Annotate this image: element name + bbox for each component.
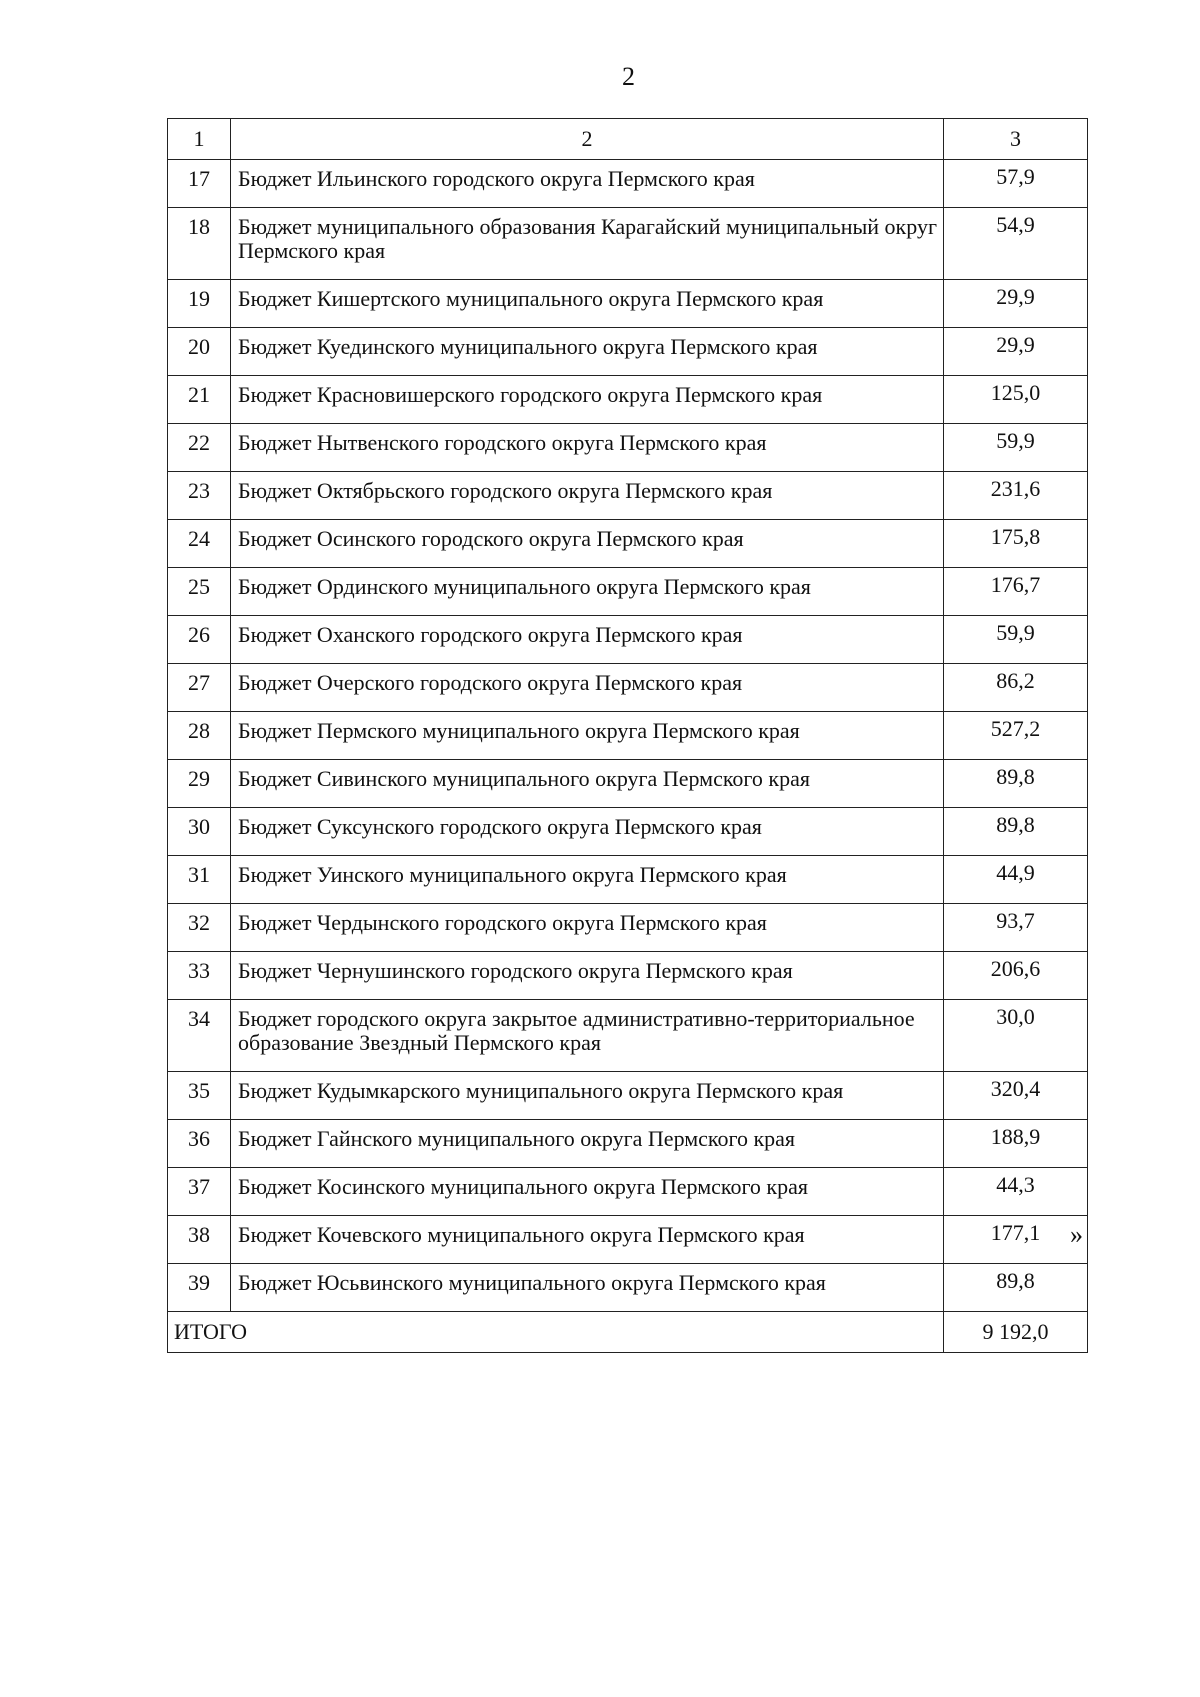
row-amount: 54,9 xyxy=(944,208,1088,280)
row-budget-name: Бюджет Косинского муниципального округа Пермского края xyxy=(231,1168,944,1216)
header-cell-number: 1 xyxy=(168,119,231,160)
row-number: 29 xyxy=(168,760,231,808)
row-number: 28 xyxy=(168,712,231,760)
row-budget-name: Бюджет городского округа закрытое административно-территориальное образование Звездный Пермского края xyxy=(231,1000,944,1072)
row-number: 36 xyxy=(168,1120,231,1168)
row-budget-name: Бюджет Гайнского муниципального округа Пермского края xyxy=(231,1120,944,1168)
row-budget-name: Бюджет Пермского муниципального округа Пермского края xyxy=(231,712,944,760)
row-budget-name: Бюджет Куединского муниципального округа Пермского края xyxy=(231,328,944,376)
table-row xyxy=(168,160,1088,208)
table-row xyxy=(168,328,1088,376)
header-cell-value: 3 xyxy=(944,119,1088,160)
row-budget-name: Бюджет муниципального образования Карагайский муниципальный округ Пермского края xyxy=(231,208,944,280)
table-row xyxy=(168,1072,1088,1120)
row-number: 21 xyxy=(168,376,231,424)
closing-quote-mark: » xyxy=(1070,1220,1083,1249)
row-number: 35 xyxy=(168,1072,231,1120)
budget-allocation-table xyxy=(167,118,1088,1353)
row-number: 33 xyxy=(168,952,231,1000)
row-budget-name: Бюджет Очерского городского округа Пермского края xyxy=(231,664,944,712)
table-row xyxy=(168,808,1088,856)
row-amount: 59,9 xyxy=(944,616,1088,664)
row-number: 18 xyxy=(168,208,231,280)
table-row xyxy=(168,1000,1088,1072)
table-row xyxy=(168,904,1088,952)
row-number: 27 xyxy=(168,664,231,712)
table-row xyxy=(168,376,1088,424)
table-row xyxy=(168,712,1088,760)
table-row xyxy=(168,568,1088,616)
row-amount: 89,8 xyxy=(944,808,1088,856)
row-amount: 125,0 xyxy=(944,376,1088,424)
table-row xyxy=(168,280,1088,328)
row-budget-name: Бюджет Суксунского городского округа Пермского края xyxy=(231,808,944,856)
row-amount: 175,8 xyxy=(944,520,1088,568)
row-number: 24 xyxy=(168,520,231,568)
row-budget-name: Бюджет Нытвенского городского округа Пермского края xyxy=(231,424,944,472)
row-amount: 29,9 xyxy=(944,328,1088,376)
row-amount: 89,8 xyxy=(944,760,1088,808)
row-amount: 176,7 xyxy=(944,568,1088,616)
table-row xyxy=(168,1168,1088,1216)
row-amount: 89,8 xyxy=(944,1264,1088,1312)
row-budget-name: Бюджет Юсьвинского муниципального округа Пермского края xyxy=(231,1264,944,1312)
row-amount: 44,9 xyxy=(944,856,1088,904)
row-number: 34 xyxy=(168,1000,231,1072)
table-row xyxy=(168,760,1088,808)
row-budget-name: Бюджет Осинского городского округа Пермского края xyxy=(231,520,944,568)
table-row xyxy=(168,1216,1088,1264)
row-number: 39 xyxy=(168,1264,231,1312)
row-number: 26 xyxy=(168,616,231,664)
row-amount: 177,1 xyxy=(944,1216,1088,1264)
row-budget-name: Бюджет Ординского муниципального округа Пермского края xyxy=(231,568,944,616)
row-amount: 29,9 xyxy=(944,280,1088,328)
total-value: 9 192,0 xyxy=(944,1312,1088,1353)
row-budget-name: Бюджет Оханского городского округа Пермского края xyxy=(231,616,944,664)
row-amount: 30,0 xyxy=(944,1000,1088,1072)
row-budget-name: Бюджет Кочевского муниципального округа Пермского края xyxy=(231,1216,944,1264)
table-row xyxy=(168,424,1088,472)
table-total-row xyxy=(168,1312,1088,1353)
table-row xyxy=(168,664,1088,712)
row-amount: 59,9 xyxy=(944,424,1088,472)
row-number: 31 xyxy=(168,856,231,904)
row-budget-name: Бюджет Кишертского муниципального округа Пермского края xyxy=(231,280,944,328)
row-budget-name: Бюджет Чердынского городского округа Пермского края xyxy=(231,904,944,952)
row-number: 22 xyxy=(168,424,231,472)
table-row xyxy=(168,1120,1088,1168)
row-budget-name: Бюджет Кудымкарского муниципального округа Пермского края xyxy=(231,1072,944,1120)
page-number: 2 xyxy=(622,62,635,91)
total-label: ИТОГО xyxy=(168,1312,944,1353)
row-budget-name: Бюджет Красновишерского городского округа Пермского края xyxy=(231,376,944,424)
row-amount: 188,9 xyxy=(944,1120,1088,1168)
row-amount: 57,9 xyxy=(944,160,1088,208)
row-number: 37 xyxy=(168,1168,231,1216)
row-number: 38 xyxy=(168,1216,231,1264)
row-amount: 527,2 xyxy=(944,712,1088,760)
row-number: 17 xyxy=(168,160,231,208)
row-number: 23 xyxy=(168,472,231,520)
row-budget-name: Бюджет Октябрьского городского округа Пермского края xyxy=(231,472,944,520)
table-row xyxy=(168,472,1088,520)
row-amount: 86,2 xyxy=(944,664,1088,712)
header-cell-name: 2 xyxy=(231,119,944,160)
row-budget-name: Бюджет Уинского муниципального округа Пермского края xyxy=(231,856,944,904)
row-amount: 231,6 xyxy=(944,472,1088,520)
row-number: 32 xyxy=(168,904,231,952)
row-number: 30 xyxy=(168,808,231,856)
table-row xyxy=(168,1264,1088,1312)
row-budget-name: Бюджет Чернушинского городского округа Пермского края xyxy=(231,952,944,1000)
table-row xyxy=(168,616,1088,664)
row-amount: 93,7 xyxy=(944,904,1088,952)
table-row xyxy=(168,856,1088,904)
row-budget-name: Бюджет Сивинского муниципального округа Пермского края xyxy=(231,760,944,808)
row-amount: 320,4 xyxy=(944,1072,1088,1120)
table-row xyxy=(168,520,1088,568)
row-number: 25 xyxy=(168,568,231,616)
row-amount: 44,3 xyxy=(944,1168,1088,1216)
row-amount: 206,6 xyxy=(944,952,1088,1000)
table-row xyxy=(168,952,1088,1000)
row-budget-name: Бюджет Ильинского городского округа Пермского края xyxy=(231,160,944,208)
table-row xyxy=(168,208,1088,280)
table-header-row xyxy=(168,119,1088,160)
row-number: 19 xyxy=(168,280,231,328)
row-number: 20 xyxy=(168,328,231,376)
